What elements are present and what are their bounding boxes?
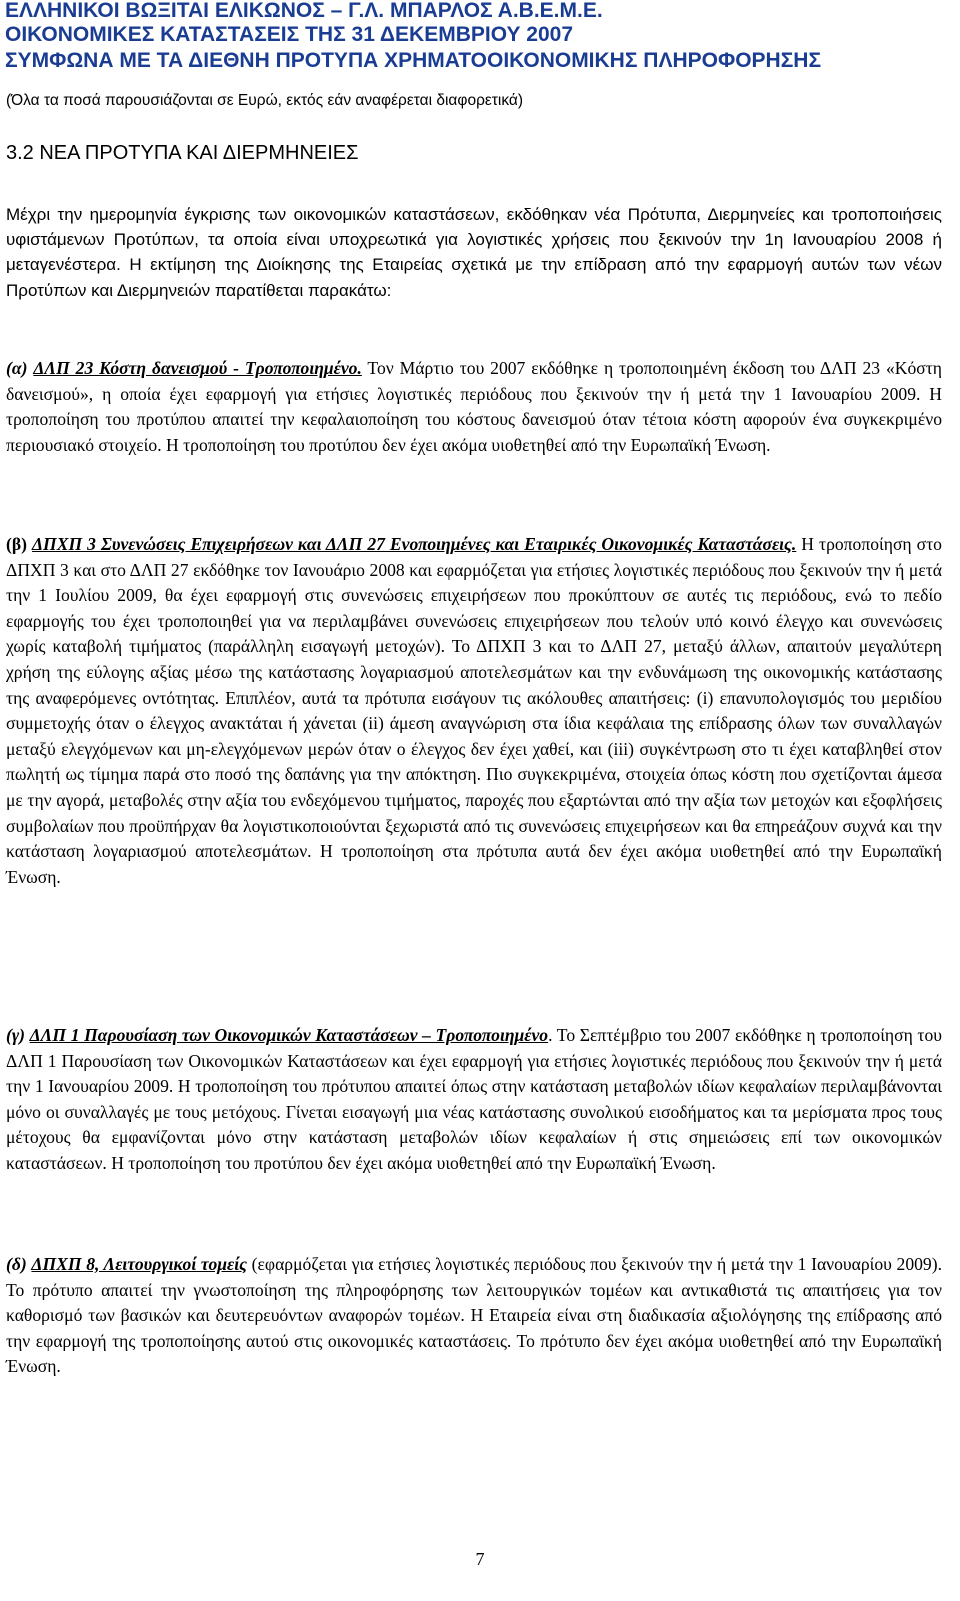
paragraph-a-title: ΔΛΠ 23 Κόστη δανεισμού - Τροποποιημένο.: [33, 358, 362, 378]
standards-subtitle: ΣΥΜΦΩΝΑ ΜΕ ΤΑ ΔΙΕΘΝΗ ΠΡΟΤΥΠΑ ΧΡΗΜΑΤΟΟΙΚΟΝΟΜΙΚΗΣ ΠΛΗΡΟΦΟΡΗΣΗΣ: [5, 49, 822, 72]
paragraph-a: [6, 356, 942, 458]
currency-note: (Όλα τα ποσά παρουσιάζονται σε Ευρώ, εκτός εάν αναφέρεται διαφορετικά): [6, 92, 524, 109]
intro-paragraph: Μέχρι την ημερομηνία έγκρισης των οικονομικών καταστάσεων, εκδόθηκαν νέα Πρότυπα, Διερμηνείες και τροποποιήσεις υφιστάμενων Προτύπων, τα οποία είναι υποχρεωτικά για λογιστικές χρήσεις που ξεκινούν την 1η Ιανουαρίου 2008 ή μεταγενέστερα. Η εκτίμηση της Διοίκησης της Εταιρείας σχετικά με την επίδραση από την εφαρμογή αυτών των νέων Προτύπων και Διερμηνειών παρατίθεται παρακάτω:: [6, 205, 942, 300]
paragraph-d: [6, 1252, 942, 1380]
paragraph-c-title: ΔΛΠ 1 Παρουσίαση των Οικονομικών Καταστάσεων – Τροποποιημένο: [29, 1025, 549, 1045]
paragraph-c-body: . Το Σεπτέμβριο του 2007 εκδόθηκε η τροποποίηση του ΔΛΠ 1 Παρουσίαση των Οικονομικών Καταστάσεων και έχει εφαρμογή για ετήσιες λογιστικές περιόδους που ξεκινούν την ή μετά την 1 Ιανουαρίου 2009. Η τροποποίηση του πρότυπου απαιτεί όπως στην κατάσταση μεταβολών ιδίων κεφαλαίων περιλαμβάνονται μόνο οι συναλλαγές με τους μετόχους. Γίνεται εισαγωγή μια νέας κατάστασης συνολικού εισοδήματος και τα μερίσματα προς τους μέτοχους θα εμφανίζονται μόνο στην κατάσταση μεταβολών ιδίων κεφαλαίων ή στις σημειώσεις επί των οικονομικών καταστάσεων. Η τροποποίηση του προτύπου δεν έχει ακόμα υιοθετηθεί από την Ευρωπαϊκή Ένωση.: [6, 1025, 942, 1173]
company-name: ΕΛΛΗΝΙΚΟΙ ΒΩΞΙΤΑΙ ΕΛΙΚΩΝΟΣ – Γ.Λ. ΜΠΑΡΛΟΣ Α.Β.Ε.Μ.Ε.: [5, 0, 603, 22]
paragraph-b: [6, 532, 942, 890]
document-header: [5, 0, 955, 74]
paragraph-c: [6, 1023, 942, 1177]
paragraph-a-body: Τον Μάρτιο του 2007 εκδόθηκε η τροποποιημένη έκδοση του ΔΛΠ 23 «Κόστη δανεισμού», η οποία έχει εφαρμογή για ετήσιες λογιστικές περιόδους που ξεκινούν την ή μετά την 1 Ιανουαρίου 2009. Η τροποποίηση του προτύπου απαιτεί την κεφαλαιοποίηση του κόστους δανεισμού όταν τέτοια κόστη αφορούν ένα συγκεκριμένο περιουσιακό στοιχείο. Η τροποποίηση του προτύπου δεν έχει ακόμα υιοθετηθεί από την Ευρωπαϊκή Ένωση.: [6, 358, 942, 455]
page-number: 7: [475, 1549, 485, 1569]
statements-title: ΟΙΚΟΝΟΜΙΚΕΣ ΚΑΤΑΣΤΑΣΕΙΣ ΤΗΣ 31 ΔΕΚΕΜΒΡΙΟΥ 2007: [5, 23, 574, 46]
paragraph-b-title: ΔΠΧΠ 3 Συνενώσεις Επιχειρήσεων και ΔΛΠ 27 Ενοποιημένες και Εταιρικές Οικονομικές Καταστάσεις.: [32, 534, 797, 554]
paragraph-d-body: (εφαρμόζεται για ετήσιες λογιστικές περιόδους που ξεκινούν την ή μετά την 1 Ιανουαρίου 2009). Το πρότυπο απαιτεί την γνωστοποίηση της πληροφόρησης των λειτουργικών τομέων και αντικαθιστά τις απαιτήσεις για τον καθορισμό των βασικών και δευτερευόντων αναφορών τομέων. Η Εταιρεία είναι στη διαδικασία αξιολόγησης της επίδρασης από την εφαρμογή της τροποποίησης αυτού στις οικονομικές καταστάσεις. Το πρότυπο δεν έχει ακόμα υιοθετηθεί από την Ευρωπαϊκή Ένωση.: [6, 1254, 942, 1377]
paragraph-c-marker: (γ): [6, 1025, 26, 1045]
section-title: 3.2 ΝΕΑ ΠΡΟΤΥΠΑ ΚΑΙ ΔΙΕΡΜΗΝΕΙΕΣ: [6, 142, 359, 164]
paragraph-a-marker: (α): [6, 358, 28, 378]
paragraph-b-marker: (β): [6, 534, 27, 554]
paragraph-b-body: Η τροποποίηση στο ΔΠΧΠ 3 και στο ΔΛΠ 27 εκδόθηκε τον Ιανουάριο 2008 και εφαρμόζεται για ετήσιες λογιστικές περιόδους που ξεκινούν την ή μετά την 1 Ιουλίου 2009, θα έχει εφαρμογή στις συνενώσεις επιχειρήσεων που προκύπτουν σε αυτές τις περιόδους, ενώ το πεδίο εφαρμογής του έχει τροποποιηθεί για να περιλαμβάνει συνενώσεις επιχειρήσεων που τελούν υπό κοινό έλεγχο και συνενώσεις χωρίς καταβολή τιμήματος (παράλληλη εισαγωγή μετοχών). Το ΔΠΧΠ 3 και το ΔΛΠ 27, μεταξύ άλλων, απαιτούν μεγαλύτερη χρήση της εύλογης αξίας μέσω της κατάστασης λογαριασμού αποτελεσμάτων και την ενδυνάμωση της οικονομικής κατάστασης της αναφερόμενες οντότητας. Επιπλέον, αυτά τα πρότυπα εισάγουν τις ακόλουθες απαιτήσεις: (i) επανυπολογισμός του μεριδίου συμμετοχής όταν ο έλεγχος ανακτάται ή χάνεται (ii) άμεση αναγνώριση στα ίδια κεφάλαια της επίδρασης όλων των συναλλαγών μεταξύ ελεγχόμενων και μη-ελεγχόμενων μερών όταν ο έλεγχος δεν έχει χαθεί, και (iii) συγκέντρωση στο τι έχει καταβληθεί στον πωλητή ως τίμημα παρά στο ποσό της δαπάνης για την απόκτηση. Πιο συγκεκριμένα, στοιχεία όπως κόστη που σχετίζονται άμεσα με την αγορά, μεταβολές στην αξία του ενδεχόμενου τιμήματος, παροχές που εξαρτώνται από την αξία των μετοχών και εξοφλήσεις συμβολαίων που προϋπήρχαν θα λογιστικοποιούνται ξεχωριστά από τις συνενώσεις επιχειρήσεων και θα επηρεάζουν συχνά και την κατάσταση λογαριασμού αποτελεσμάτων. Η τροποποίηση στα πρότυπα αυτά δεν έχει ακόμα υιοθετηθεί από την Ευρωπαϊκή Ένωση.: [6, 534, 942, 887]
paragraph-d-title: ΔΠΧΠ 8, Λειτουργικοί τομείς: [31, 1254, 247, 1274]
paragraph-d-marker: (δ): [6, 1254, 27, 1274]
